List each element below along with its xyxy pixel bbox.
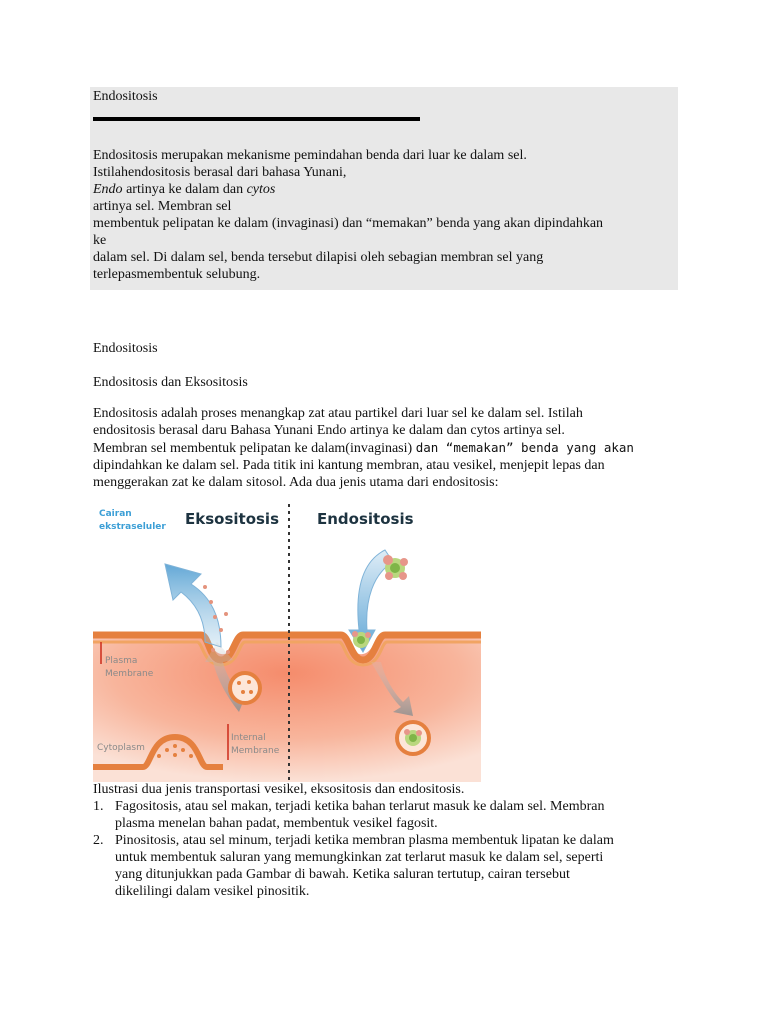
label-endositosis: Endositosis [317,510,414,528]
para-line: menggerakan zat ke dalam sitosol. Ada dua jenis utama dari endositosis: [93,475,499,490]
figure-illustration [93,502,481,782]
italic-cytos: cytos [246,182,276,197]
label-plasma-membrane: Membrane [105,669,154,679]
title-rule [93,117,420,121]
list-line: Fagositosis, atau sel makan, terjadi ketika bahan terlarut masuk ke dalam sel. Membran [115,799,605,814]
para-line: Membran sel membentuk pelipatan ke dalam(invaginasi) dan “memakan” benda yang akan [93,440,634,456]
list-line: yang ditunjukkan pada Gambar di bawah. Ketika saluran tertutup, cairan tersebut [115,867,570,882]
box-line: artinya sel. Membran sel [93,199,232,214]
list-line: Pinositosis, atau sel minum, terjadi ketika membran plasma membentuk lipatan ke dalam [115,833,614,848]
box-line: terlepasmembentuk selubung. [93,267,261,282]
box-title: Endositosis [93,89,158,104]
list-item [93,798,693,832]
list-number: 1. [93,799,104,814]
box-line: ke [93,233,107,248]
box-line: Endositosis merupakan mekanisme pemindahan benda dari luar ke dalam sel. [93,148,527,163]
para-line: dipindahkan ke dalam sel. Pada titik ini kantung membran, atau vesikel, menjepit lepas dan [93,458,605,473]
para-line: Endositosis adalah proses menangkap zat atau partikel dari luar sel ke dalam sel. Istilah [93,406,583,421]
label-ekstraseluler: ekstraseluler [99,522,166,532]
exocytosis-vesicle [230,673,260,703]
list-line: untuk membentuk saluran yang memungkinkan zat terlarut masuk ke dalam sel, seperti [115,850,604,865]
italic-endo: Endo [93,182,123,197]
list-item [93,832,693,900]
list-line: dikelilingi dalam vesikel pinositik. [115,884,310,899]
section-paragraph [93,405,634,491]
box-line: Istilahendositosis berasal dari bahasa Yunani, [93,165,347,180]
list-line: plasma menelan bahan padat, membentuk vesikel fagosit. [115,816,438,831]
section-subheading: Endositosis dan Eksositosis [93,375,248,390]
box-line: membentuk pelipatan ke dalam (invaginasi) dan “memakan” benda yang akan dipindahkan [93,216,604,231]
section-heading: Endositosis [93,341,158,356]
green-particle-icon [383,555,408,580]
list-number: 2. [93,833,104,848]
para-line: endositosis berasal daru Bahasa Yunani Endo artinya ke dalam dan cytos artinya sel. [93,423,565,438]
endocytosis-types-list [93,798,693,900]
box-line: Endo artinya ke dalam dan cytos [93,182,276,197]
box-line: dalam sel. Di dalam sel, benda tersebut dilapisi oleh sebagian membran sel yang [93,250,544,265]
label-eksositosis: Eksositosis [185,510,279,528]
label-internal: Internal [231,733,266,743]
label-cytoplasm: Cytoplasm [97,743,145,753]
label-cairan: Cairan [99,509,132,519]
box-text [93,147,603,283]
vesicle-transport-figure [93,502,481,782]
figure-caption: Ilustrasi dua jenis transportasi vesikel, eksositosis dan endositosis. [93,782,465,797]
label-internal-membrane: Membrane [231,746,280,756]
label-plasma: Plasma [105,656,138,666]
